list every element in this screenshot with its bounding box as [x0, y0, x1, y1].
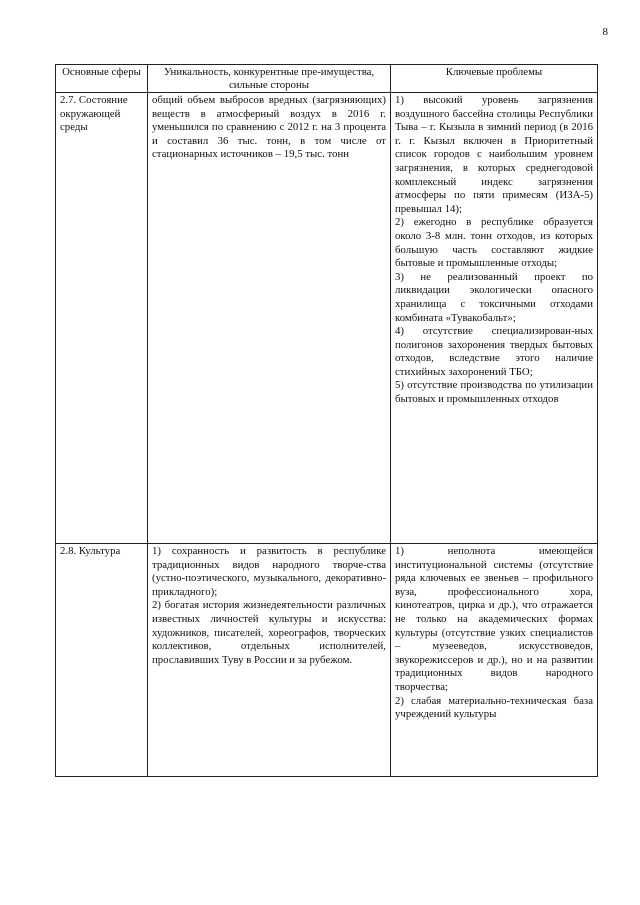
problem-item: 4) отсутствие специализирован-ных полигонов захоронения твердых бытовых отходов, вследствие этого наличие стихийных захоронений ТБО; — [395, 325, 593, 378]
problem-item: 2) слабая материально-техническая база учреждений культуры — [395, 694, 593, 721]
header-spheres: Основные сферы — [56, 65, 148, 93]
problem-item: 3) не реализованный проект по ликвидации экологически опасного хранилища с токсичными отходами комбината «Тувакобальт»; — [395, 270, 593, 324]
strengths-cell — [148, 544, 391, 777]
strengths-cell: общий объем выбросов вредных (загрязняющих) веществ в атмосферный воздух в 2016 г. уменьшился по сравнению с 2012 г. на 3 процента и составил 36 тыс. тонн, в том числе от стационарных источников – 19,5 тыс. тонн — [148, 93, 391, 544]
strength-item: 2) богатая история жизнедеятельности различных известных личностей культуры и искусства: художников, писателей, хореографов, творческих коллективов, отдельных исполнителей, прославивших Туву в России и за рубежом. — [152, 599, 386, 666]
sphere-cell: 2.7. Состояние окружающей среды — [56, 93, 148, 544]
header-problems: Ключевые проблемы — [391, 65, 598, 93]
problem-item: 5) отсутствие производства по утилизации бытовых и промышленных отходов — [395, 379, 593, 406]
table-row — [56, 93, 598, 544]
problem-item: 1) неполнота имеющейся институциональной системы (отсутствие ряда ключевых ее звеньев – профильного вуза, профессионального хора, кинотеатров, цирка и др.), что отражается не только на академических формах культуры (отсутствие узких специалистов – музееведов, искусствоведов, звукорежиссеров и др.), но и на развитии традиционных видов народного творчества; — [395, 545, 593, 693]
strength-item: 1) сохранность и развитость в республике традиционных видов народного творче-ства (устно-поэтического, музыкального, декоративно-прикладного); — [152, 545, 386, 598]
problems-cell — [391, 93, 598, 544]
strategy-table — [55, 64, 598, 777]
problem-item: 1) высокий уровень загрязнения воздушного бассейна столицы Республики Тыва – г. Кызыла в зимний период (в 2016 г. г. Кызыл включен в Приоритетный список городов с наибольшим уровнем загрязнения, в которых среднегодовой комплексный индекс загрязнения атмосферы по пяти примесям (ИЗА-5) превышал 14); — [395, 94, 593, 215]
problems-cell — [391, 544, 598, 777]
header-strengths: Уникальность, конкурентные пре-имущества, сильные стороны — [148, 65, 391, 93]
sphere-cell: 2.8. Культура — [56, 544, 148, 777]
page-number: 8 — [602, 26, 608, 38]
problem-item: 2) ежегодно в республике образуется около 3-8 млн. тонн отходов, из которых большую часть составляют жидкие бытовые и промышленные отходы; — [395, 216, 593, 270]
table-row — [56, 544, 598, 777]
table-header-row — [56, 65, 598, 93]
